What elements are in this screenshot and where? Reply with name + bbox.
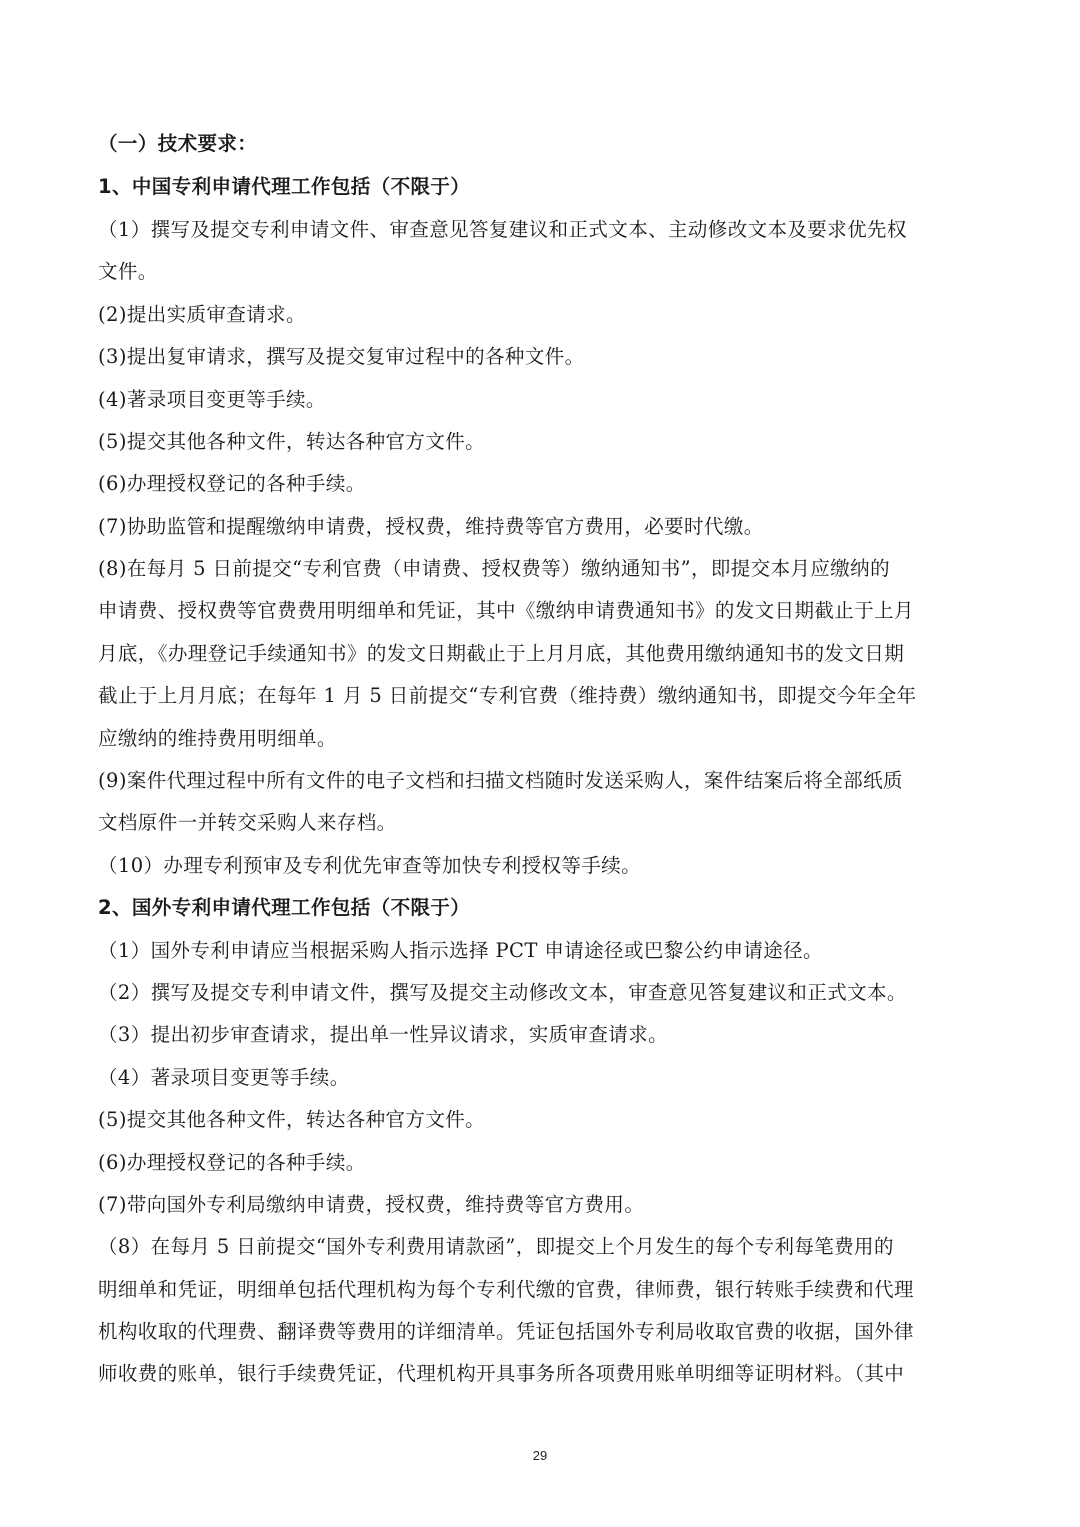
part2-heading: 2、国外专利申请代理工作包括（不限于）: [98, 896, 471, 919]
paragraph-line: 应缴纳的维持费用明细单。: [98, 727, 337, 750]
page-number: 29: [532, 1448, 548, 1463]
paragraph-line: (8)在每月 5 日前提交“专利官费（申请费、授权费等）缴纳通知书”，即提交本月应缴纳的: [98, 557, 890, 580]
paragraph-line: （3）提出初步审查请求，提出单一性异议请求，实质审查请求。: [98, 1023, 669, 1046]
paragraph-line: (5)提交其他各种文件，转达各种官方文件。: [98, 430, 486, 453]
paragraph-line: (9)案件代理过程中所有文件的电子文档和扫描文档随时发送采购人，案件结案后将全部纸质: [98, 769, 903, 792]
paragraph-line: (3)提出复审请求，撰写及提交复审过程中的各种文件。: [98, 345, 585, 368]
paragraph-line: 申请费、授权费等官费费用明细单和凭证，其中《缴纳申请费通知书》的发文日期截止于上月: [98, 599, 914, 622]
paragraph-line: 文件。: [98, 260, 158, 283]
paragraph-line: （8）在每月 5 日前提交“国外专利费用请款函”，即提交上个月发生的每个专利每笔费用的: [98, 1235, 894, 1258]
paragraph-line: (2)提出实质审查请求。: [98, 303, 306, 326]
paragraph-line: 师收费的账单，银行手续费凭证，代理机构开具事务所各项费用账单明细等证明材料。（其中: [98, 1362, 905, 1385]
paragraph-line: 机构收取的代理费、翻译费等费用的详细清单。凭证包括国外专利局收取官费的收据，国外律: [98, 1320, 914, 1343]
paragraph-line: （2）撰写及提交专利申请文件，撰写及提交主动修改文本，审查意见答复建议和正式文本。: [98, 981, 907, 1004]
section-heading: （一）技术要求：: [98, 132, 258, 155]
paragraph-line: （4）著录项目变更等手续。: [98, 1066, 350, 1089]
paragraph-line: (4)著录项目变更等手续。: [98, 388, 326, 411]
paragraph-line: (7)协助监管和提醒缴纳申请费，授权费，维持费等官方费用，必要时代缴。: [98, 515, 764, 538]
paragraph-line: (6)办理授权登记的各种手续。: [98, 1151, 366, 1174]
paragraph-line: (6)办理授权登记的各种手续。: [98, 472, 366, 495]
paragraph-line: 文档原件一并转交采购人来存档。: [98, 811, 397, 834]
paragraph-line: （1）撰写及提交专利申请文件、审查意见答复建议和正式文本、主动修改文本及要求优先权: [98, 218, 907, 241]
paragraph-line: （1）国外专利申请应当根据采购人指示选择 PCT 申请途径或巴黎公约申请途径。: [98, 939, 823, 962]
paragraph-line: 月底，《办理登记手续通知书》的发文日期截止于上月月底，其他费用缴纳通知书的发文日期: [98, 642, 905, 665]
part1-heading: 1、中国专利申请代理工作包括（不限于）: [98, 175, 471, 198]
paragraph-line: 截止于上月月底；在每年 1 月 5 日前提交“专利官费（维持费）缴纳通知书，即提交今年全年: [98, 684, 917, 707]
paragraph-line: (7)带向国外专利局缴纳申请费，授权费，维持费等官方费用。: [98, 1193, 645, 1216]
paragraph-line: (5)提交其他各种文件，转达各种官方文件。: [98, 1108, 486, 1131]
paragraph-line: （10）办理专利预审及专利优先审查等加快专利授权等手续。: [98, 854, 642, 877]
paragraph-line: 明细单和凭证，明细单包括代理机构为每个专利代缴的官费，律师费，银行转账手续费和代理: [98, 1278, 914, 1301]
